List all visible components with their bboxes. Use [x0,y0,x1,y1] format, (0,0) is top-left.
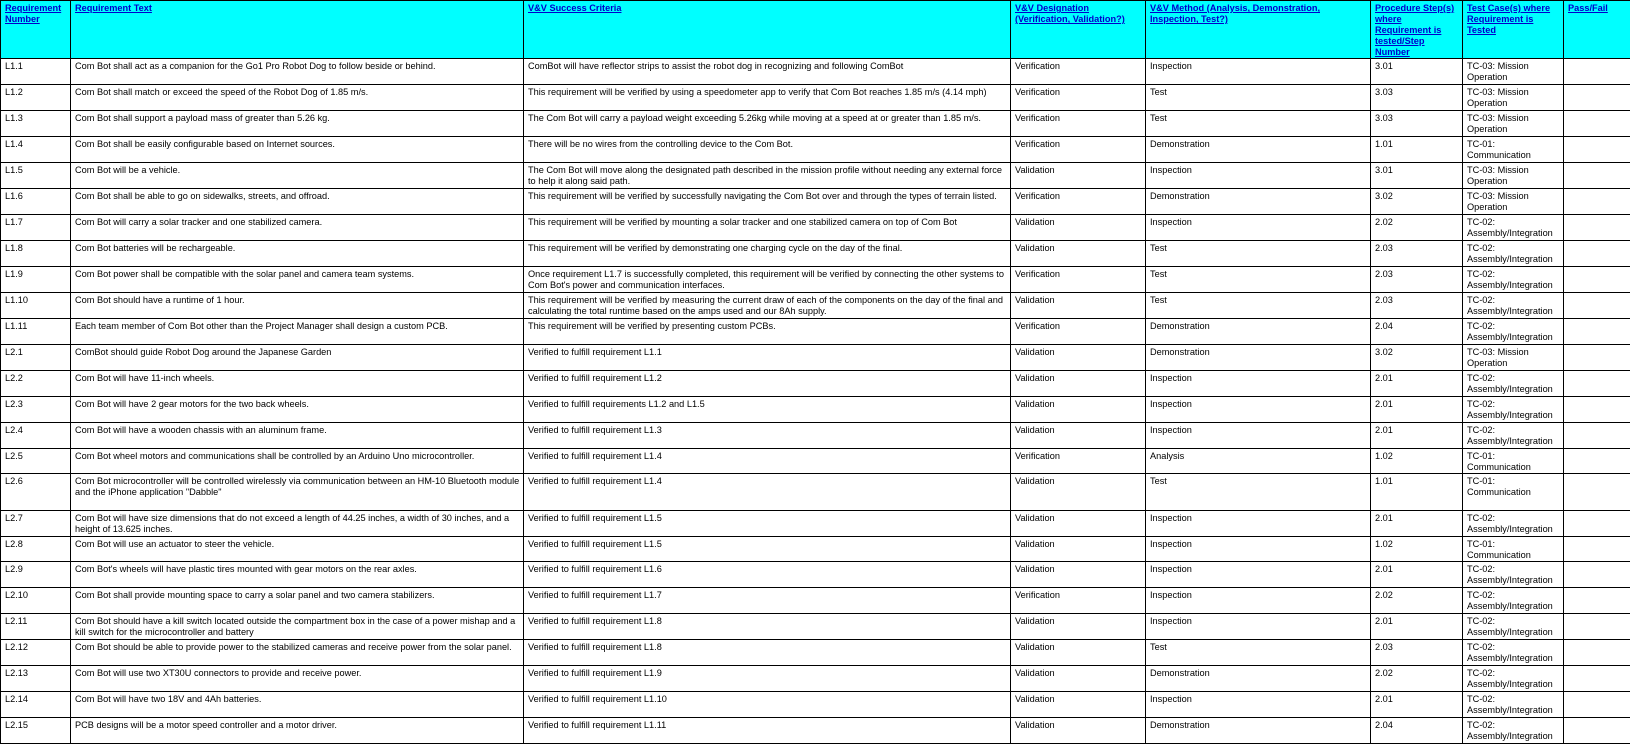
cell-requirement-number[interactable]: L2.1 [1,345,71,371]
cell-procedure-step[interactable]: 3.01 [1371,59,1463,85]
cell-requirement-number[interactable]: L2.4 [1,423,71,449]
cell-requirement-number[interactable]: L2.7 [1,511,71,537]
header-requirement-number[interactable]: Requirement Number [1,1,71,59]
cell-success-criteria[interactable]: Verified to fulfill requirement L1.8 [524,640,1011,666]
cell-requirement-number[interactable]: L2.5 [1,449,71,474]
table-row [1,137,1630,163]
cell-method[interactable]: Test [1146,640,1371,666]
table-row [1,474,1630,511]
cell-success-criteria[interactable]: Verified to fulfill requirement L1.9 [524,666,1011,692]
cell-designation[interactable]: Verification [1011,319,1146,345]
table-row [1,241,1630,267]
cell-success-criteria[interactable]: Verified to fulfill requirement L1.5 [524,537,1011,562]
cell-test-case[interactable]: TC-02: Assembly/Integration [1463,666,1564,692]
cell-designation[interactable]: Validation [1011,371,1146,397]
cell-requirement-text[interactable]: Com Bot will carry a solar tracker and one stabilized camera. [71,215,524,241]
cell-procedure-step[interactable]: 3.03 [1371,85,1463,111]
cell-pass-fail[interactable] [1564,215,1630,241]
cell-method[interactable]: Inspection [1146,511,1371,537]
cell-pass-fail[interactable] [1564,449,1630,474]
cell-requirement-text[interactable]: Com Bot's wheels will have plastic tires mounted with gear motors on the rear axles. [71,562,524,588]
cell-designation[interactable]: Validation [1011,163,1146,189]
cell-designation[interactable]: Validation [1011,692,1146,718]
table-row [1,59,1630,85]
cell-method[interactable]: Demonstration [1146,718,1371,744]
cell-test-case[interactable]: TC-03: Mission Operation [1463,345,1564,371]
cell-test-case[interactable]: TC-02: Assembly/Integration [1463,423,1564,449]
cell-method[interactable]: Test [1146,85,1371,111]
cell-requirement-text[interactable]: Each team member of Com Bot other than the Project Manager shall design a custom PCB. [71,319,524,345]
cell-requirement-number[interactable]: L2.9 [1,562,71,588]
cell-method[interactable]: Inspection [1146,423,1371,449]
cell-pass-fail[interactable] [1564,111,1630,137]
cell-pass-fail[interactable] [1564,474,1630,511]
cell-requirement-number[interactable]: L2.12 [1,640,71,666]
cell-designation[interactable]: Verification [1011,137,1146,163]
cell-designation[interactable]: Validation [1011,215,1146,241]
cell-procedure-step[interactable]: 1.02 [1371,449,1463,474]
cell-requirement-number[interactable]: L1.8 [1,241,71,267]
cell-procedure-step[interactable]: 2.01 [1371,562,1463,588]
table-row [1,537,1630,562]
table-row [1,718,1630,744]
cell-requirement-number[interactable]: L2.15 [1,718,71,744]
cell-requirement-text[interactable]: Com Bot shall provide mounting space to carry a solar panel and two camera stabilizers. [71,588,524,614]
cell-requirement-text[interactable]: Com Bot shall act as a companion for the Go1 Pro Robot Dog to follow beside or behind. [71,59,524,85]
cell-requirement-number[interactable]: L1.10 [1,293,71,319]
cell-requirement-text[interactable]: Com Bot will have 2 gear motors for the two back wheels. [71,397,524,423]
cell-pass-fail[interactable] [1564,666,1630,692]
cell-success-criteria[interactable]: This requirement will be verified by mounting a solar tracker and one stabilized camera on top of Com Bot [524,215,1011,241]
cell-requirement-text[interactable]: Com Bot will have two 18V and 4Ah batteries. [71,692,524,718]
cell-test-case[interactable]: TC-01: Communication [1463,474,1564,511]
cell-designation[interactable]: Validation [1011,562,1146,588]
cell-designation[interactable]: Verification [1011,449,1146,474]
cell-method[interactable]: Test [1146,267,1371,293]
table-row [1,85,1630,111]
cell-requirement-number[interactable]: L1.11 [1,319,71,345]
cell-procedure-step[interactable]: 2.04 [1371,319,1463,345]
cell-requirement-number[interactable]: L2.6 [1,474,71,511]
cell-method[interactable]: Inspection [1146,614,1371,640]
cell-requirement-number[interactable]: L1.3 [1,111,71,137]
cell-pass-fail[interactable] [1564,59,1630,85]
cell-pass-fail[interactable] [1564,137,1630,163]
cell-requirement-text[interactable]: Com Bot should have a kill switch located outside the compartment box in the case of a power mishap and a kill switch for the microcontroller and battery [71,614,524,640]
cell-requirement-text[interactable]: Com Bot power shall be compatible with the solar panel and camera team systems. [71,267,524,293]
cell-designation[interactable]: Verification [1011,267,1146,293]
table-row [1,267,1630,293]
cell-designation[interactable]: Validation [1011,241,1146,267]
cell-designation[interactable]: Validation [1011,423,1146,449]
cell-success-criteria[interactable]: Verified to fulfill requirement L1.10 [524,692,1011,718]
cell-method[interactable]: Demonstration [1146,137,1371,163]
cell-pass-fail[interactable] [1564,85,1630,111]
cell-procedure-step[interactable]: 1.01 [1371,137,1463,163]
header-designation[interactable]: V&V Designation (Verification, Validation?) [1011,1,1146,59]
cell-success-criteria[interactable]: There will be no wires from the controlling device to the Com Bot. [524,137,1011,163]
cell-pass-fail[interactable] [1564,718,1630,744]
table-row [1,562,1630,588]
table-body [1,59,1630,744]
cell-requirement-text[interactable]: ComBot should guide Robot Dog around the Japanese Garden [71,345,524,371]
cell-designation[interactable]: Validation [1011,397,1146,423]
cell-requirement-text[interactable]: Com Bot batteries will be rechargeable. [71,241,524,267]
cell-method[interactable]: Demonstration [1146,345,1371,371]
cell-requirement-number[interactable]: L1.6 [1,189,71,215]
cell-pass-fail[interactable] [1564,241,1630,267]
cell-designation[interactable]: Validation [1011,474,1146,511]
table-row [1,588,1630,614]
cell-test-case[interactable]: TC-02: Assembly/Integration [1463,718,1564,744]
cell-designation[interactable]: Verification [1011,59,1146,85]
cell-pass-fail[interactable] [1564,319,1630,345]
cell-success-criteria[interactable]: Verified to fulfill requirements L1.2 and L1.5 [524,397,1011,423]
cell-success-criteria[interactable]: Verified to fulfill requirement L1.8 [524,614,1011,640]
cell-test-case[interactable]: TC-02: Assembly/Integration [1463,588,1564,614]
cell-procedure-step[interactable]: 3.02 [1371,189,1463,215]
table-row [1,189,1630,215]
header-test-case[interactable]: Test Case(s) where Requirement is Tested [1463,1,1564,59]
cell-method[interactable]: Demonstration [1146,319,1371,345]
cell-success-criteria[interactable]: Verified to fulfill requirement L1.4 [524,474,1011,511]
table-row [1,511,1630,537]
cell-success-criteria[interactable]: This requirement will be verified by using a speedometer app to verify that Com Bot reaches 1.85 m/s (4.14 mph) [524,85,1011,111]
cell-method[interactable]: Inspection [1146,371,1371,397]
cell-success-criteria[interactable]: Verified to fulfill requirement L1.5 [524,511,1011,537]
table-row [1,666,1630,692]
cell-procedure-step[interactable]: 2.01 [1371,614,1463,640]
cell-test-case[interactable]: TC-02: Assembly/Integration [1463,293,1564,319]
cell-pass-fail[interactable] [1564,371,1630,397]
cell-procedure-step[interactable]: 2.04 [1371,718,1463,744]
cell-requirement-number[interactable]: L1.9 [1,267,71,293]
cell-pass-fail[interactable] [1564,640,1630,666]
cell-method[interactable]: Test [1146,241,1371,267]
cell-test-case[interactable]: TC-01: Communication [1463,449,1564,474]
cell-pass-fail[interactable] [1564,163,1630,189]
cell-requirement-text[interactable]: Com Bot will use an actuator to steer the vehicle. [71,537,524,562]
cell-success-criteria[interactable]: Verified to fulfill requirement L1.1 [524,345,1011,371]
cell-pass-fail[interactable] [1564,345,1630,371]
cell-success-criteria[interactable]: This requirement will be verified by presenting custom PCBs. [524,319,1011,345]
cell-test-case[interactable]: TC-02: Assembly/Integration [1463,267,1564,293]
cell-pass-fail[interactable] [1564,189,1630,215]
cell-designation[interactable]: Verification [1011,111,1146,137]
cell-procedure-step[interactable]: 2.02 [1371,588,1463,614]
cell-method[interactable]: Inspection [1146,59,1371,85]
cell-requirement-text[interactable]: Com Bot will be a vehicle. [71,163,524,189]
cell-requirement-text[interactable]: Com Bot will use two XT30U connectors to provide and receive power. [71,666,524,692]
cell-requirement-text[interactable]: Com Bot wheel motors and communications shall be controlled by an Arduino Uno microcontroller. [71,449,524,474]
cell-method[interactable]: Inspection [1146,163,1371,189]
cell-success-criteria[interactable]: This requirement will be verified by measuring the current draw of each of the components on the day of the final and calculating the total runtime based on the amps used and our 8Ah supply. [524,293,1011,319]
cell-requirement-text[interactable]: Com Bot shall be easily configurable based on Internet sources. [71,137,524,163]
cell-success-criteria[interactable]: Verified to fulfill requirement L1.3 [524,423,1011,449]
cell-requirement-number[interactable]: L1.1 [1,59,71,85]
cell-procedure-step[interactable]: 2.03 [1371,640,1463,666]
table-row [1,423,1630,449]
cell-method[interactable]: Test [1146,293,1371,319]
table-row [1,692,1630,718]
cell-procedure-step[interactable]: 1.02 [1371,537,1463,562]
cell-method[interactable]: Inspection [1146,588,1371,614]
cell-test-case[interactable]: TC-03: Mission Operation [1463,59,1564,85]
cell-pass-fail[interactable] [1564,511,1630,537]
cell-designation[interactable]: Validation [1011,614,1146,640]
cell-designation[interactable]: Validation [1011,345,1146,371]
cell-test-case[interactable]: TC-02: Assembly/Integration [1463,215,1564,241]
cell-method[interactable]: Inspection [1146,215,1371,241]
table-row [1,293,1630,319]
header-procedure-step[interactable]: Procedure Step(s) where Requirement is tested/Step Number [1371,1,1463,59]
table-row [1,614,1630,640]
cell-success-criteria[interactable]: This requirement will be verified by demonstrating one charging cycle on the day of the final. [524,241,1011,267]
table-row [1,449,1630,474]
cell-method[interactable]: Test [1146,111,1371,137]
cell-success-criteria[interactable]: This requirement will be verified by successfully navigating the Com Bot over and through the types of terrain listed. [524,189,1011,215]
cell-method[interactable]: Inspection [1146,397,1371,423]
cell-requirement-number[interactable]: L1.2 [1,85,71,111]
cell-procedure-step[interactable]: 2.02 [1371,666,1463,692]
cell-procedure-step[interactable]: 1.01 [1371,474,1463,511]
header-success-criteria[interactable]: V&V Success Criteria [524,1,1011,59]
header-method[interactable]: V&V Method (Analysis, Demonstration, Inspection, Test?) [1146,1,1371,59]
cell-requirement-text[interactable]: Com Bot will have a wooden chassis with an aluminum frame. [71,423,524,449]
cell-procedure-step[interactable]: 2.01 [1371,397,1463,423]
cell-success-criteria[interactable]: Verified to fulfill requirement L1.4 [524,449,1011,474]
table-row [1,111,1630,137]
cell-test-case[interactable]: TC-03: Mission Operation [1463,163,1564,189]
cell-requirement-text[interactable]: Com Bot shall support a payload mass of greater than 5.26 kg. [71,111,524,137]
cell-procedure-step[interactable]: 2.01 [1371,692,1463,718]
cell-requirement-number[interactable]: L2.2 [1,371,71,397]
cell-requirement-number[interactable]: L1.5 [1,163,71,189]
cell-procedure-step[interactable]: 2.01 [1371,423,1463,449]
cell-requirement-text[interactable]: Com Bot will have size dimensions that do not exceed a length of 44.25 inches, a width of 30 inches, and a height of 13.625 inches. [71,511,524,537]
cell-method[interactable]: Analysis [1146,449,1371,474]
cell-success-criteria[interactable]: Verified to fulfill requirement L1.11 [524,718,1011,744]
cell-method[interactable]: Inspection [1146,692,1371,718]
cell-requirement-number[interactable]: L2.14 [1,692,71,718]
cell-method[interactable]: Demonstration [1146,666,1371,692]
cell-requirement-number[interactable]: L2.3 [1,397,71,423]
cell-test-case[interactable]: TC-02: Assembly/Integration [1463,640,1564,666]
cell-procedure-step[interactable]: 2.01 [1371,371,1463,397]
cell-pass-fail[interactable] [1564,397,1630,423]
cell-method[interactable]: Test [1146,474,1371,511]
cell-procedure-step[interactable]: 2.01 [1371,511,1463,537]
cell-success-criteria[interactable]: Verified to fulfill requirement L1.2 [524,371,1011,397]
cell-test-case[interactable]: TC-02: Assembly/Integration [1463,614,1564,640]
cell-procedure-step[interactable]: 2.03 [1371,293,1463,319]
cell-requirement-text[interactable]: Com Bot should be able to provide power to the stabilized cameras and receive power from the solar panel. [71,640,524,666]
table-row [1,215,1630,241]
cell-test-case[interactable]: TC-02: Assembly/Integration [1463,319,1564,345]
cell-requirement-number[interactable]: L2.8 [1,537,71,562]
cell-requirement-text[interactable]: Com Bot shall match or exceed the speed of the Robot Dog of 1.85 m/s. [71,85,524,111]
table-row [1,319,1630,345]
cell-designation[interactable]: Verification [1011,588,1146,614]
header-requirement-text[interactable]: Requirement Text [71,1,524,59]
cell-test-case[interactable]: TC-02: Assembly/Integration [1463,397,1564,423]
cell-test-case[interactable]: TC-03: Mission Operation [1463,189,1564,215]
table-row [1,640,1630,666]
cell-success-criteria[interactable]: The Com Bot will carry a payload weight exceeding 5.26kg while moving at a speed at or greater than 1.85 m/s. [524,111,1011,137]
cell-pass-fail[interactable] [1564,562,1630,588]
cell-requirement-number[interactable]: L2.10 [1,588,71,614]
cell-success-criteria[interactable]: ComBot will have reflector strips to assist the robot dog in recognizing and following ComBot [524,59,1011,85]
cell-pass-fail[interactable] [1564,537,1630,562]
cell-pass-fail[interactable] [1564,588,1630,614]
cell-method[interactable]: Demonstration [1146,189,1371,215]
cell-procedure-step[interactable]: 3.01 [1371,163,1463,189]
cell-designation[interactable]: Verification [1011,189,1146,215]
cell-pass-fail[interactable] [1564,293,1630,319]
cell-designation[interactable]: Validation [1011,511,1146,537]
cell-success-criteria[interactable]: Verified to fulfill requirement L1.6 [524,562,1011,588]
cell-success-criteria[interactable]: The Com Bot will move along the designated path described in the mission profile without needing any external force to help it along said path. [524,163,1011,189]
table-row [1,371,1630,397]
cell-designation[interactable]: Validation [1011,718,1146,744]
cell-pass-fail[interactable] [1564,614,1630,640]
cell-pass-fail[interactable] [1564,267,1630,293]
cell-designation[interactable]: Verification [1011,85,1146,111]
cell-test-case[interactable]: TC-01: Communication [1463,137,1564,163]
cell-requirement-text[interactable]: Com Bot will have 11-inch wheels. [71,371,524,397]
cell-designation[interactable]: Validation [1011,666,1146,692]
cell-requirement-number[interactable]: L1.4 [1,137,71,163]
cell-pass-fail[interactable] [1564,692,1630,718]
cell-requirement-text[interactable]: Com Bot microcontroller will be controlled wirelessly via communication between an HM-10 Bluetooth module and the iPhone application "Dabble" [71,474,524,511]
cell-procedure-step[interactable]: 2.02 [1371,215,1463,241]
cell-method[interactable]: Inspection [1146,562,1371,588]
cell-requirement-number[interactable]: L1.7 [1,215,71,241]
cell-success-criteria[interactable]: Once requirement L1.7 is successfully completed, this requirement will be verified by connecting the other systems to Com Bot's power and communication interfaces. [524,267,1011,293]
cell-requirement-number[interactable]: L2.11 [1,614,71,640]
header-pass-fail[interactable]: Pass/Fail [1564,1,1630,59]
cell-test-case[interactable]: TC-02: Assembly/Integration [1463,241,1564,267]
cell-procedure-step[interactable]: 3.03 [1371,111,1463,137]
cell-test-case[interactable]: TC-02: Assembly/Integration [1463,511,1564,537]
cell-success-criteria[interactable]: Verified to fulfill requirement L1.7 [524,588,1011,614]
table-row [1,163,1630,189]
cell-test-case[interactable]: TC-02: Assembly/Integration [1463,371,1564,397]
table-row [1,345,1630,371]
cell-procedure-step[interactable]: 3.02 [1371,345,1463,371]
header-row [1,1,1630,59]
cell-procedure-step[interactable]: 2.03 [1371,267,1463,293]
table-row [1,397,1630,423]
cell-requirement-text[interactable]: Com Bot should have a runtime of 1 hour. [71,293,524,319]
cell-test-case[interactable]: TC-03: Mission Operation [1463,85,1564,111]
cell-requirement-text[interactable]: Com Bot shall be able to go on sidewalks, streets, and offroad. [71,189,524,215]
cell-designation[interactable]: Validation [1011,640,1146,666]
cell-test-case[interactable]: TC-02: Assembly/Integration [1463,562,1564,588]
cell-test-case[interactable]: TC-01: Communication [1463,537,1564,562]
cell-pass-fail[interactable] [1564,423,1630,449]
cell-requirement-number[interactable]: L2.13 [1,666,71,692]
cell-test-case[interactable]: TC-03: Mission Operation [1463,111,1564,137]
cell-procedure-step[interactable]: 2.03 [1371,241,1463,267]
cell-designation[interactable]: Validation [1011,293,1146,319]
cell-designation[interactable]: Validation [1011,537,1146,562]
cell-test-case[interactable]: TC-02: Assembly/Integration [1463,692,1564,718]
cell-requirement-text[interactable]: PCB designs will be a motor speed controller and a motor driver. [71,718,524,744]
cell-method[interactable]: Inspection [1146,537,1371,562]
